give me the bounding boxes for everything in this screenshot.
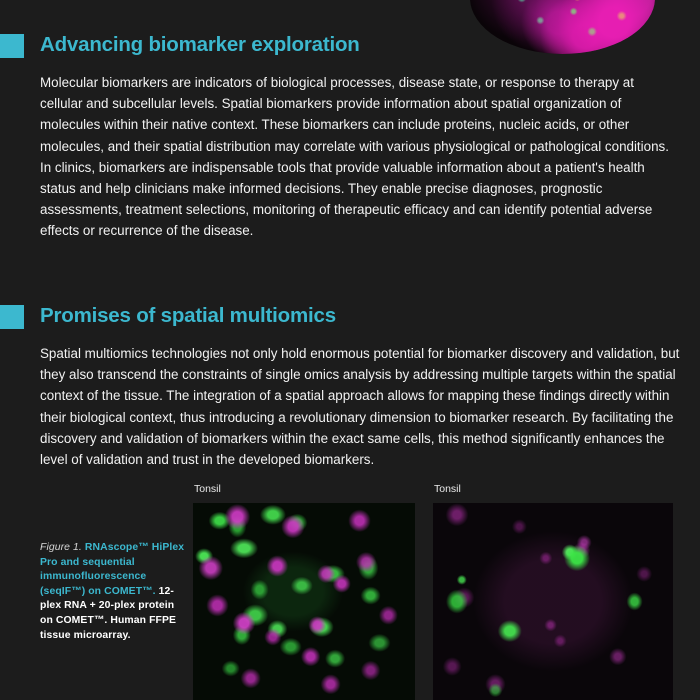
figure-caption-rest: 12-plex RNA + 20-plex protein on COMET™. Human FFPE tissue microarray. xyxy=(40,585,177,641)
paragraph: Molecular biomarkers are indicators of biological processes, disease state, or response to therapy at cellular and subcellular levels. Spatial biomarkers provide information about spatial organization of molecules within their native context. These biomarkers can include proteins, nucleic acids, or other molecules, and their spatial distribution may correlate with various physiological or pathological conditions. xyxy=(40,75,669,154)
section-heading-promises-of-spatial-multiomics xyxy=(0,304,700,334)
accent-square-marker xyxy=(0,305,24,329)
figure-caption-label: Figure 1. xyxy=(40,542,82,553)
magenta-fluorescence-channel xyxy=(193,503,415,700)
section-heading-advancing-biomarker-exploration xyxy=(0,33,700,63)
green-fluorescence-channel xyxy=(433,503,673,700)
section-title-text: Promises of spatial multiomics xyxy=(40,304,336,327)
section-body-promises-of-spatial-multiomics xyxy=(40,343,684,470)
section-body-advancing-biomarker-exploration xyxy=(40,72,680,242)
figure-caption xyxy=(40,541,188,643)
paragraph: In clinics, biomarkers are indispensable tools that provide valuable information about a patient's health status and help clinicians make informed decisions. They enable precise diagnoses, prognostic assessments, treatment selections, monitoring of therapeutic efficacy and can identify potential adverse effects or recurrence of the disease. xyxy=(40,159,653,239)
panel-label-tonsil-right: Tonsil xyxy=(434,483,461,495)
panel-label-tonsil-left: Tonsil xyxy=(194,483,221,495)
paragraph: Spatial multiomics technologies not only hold enormous potential for biomarker discovery and validation, but they also transcend the constraints of single omics analysis by addressing multiple targets within the spatial context of the tissue. The integration of a spatial approach allows for mapping these findings directly within their biological context, thus introducing a revolutionary dimension to biomarker research. By facilitating the discovery and validation of biomarkers within the exact same cells, this method significantly enhances the level of validation and trust in the developed biomarkers. xyxy=(40,346,680,468)
microscopy-image-tonsil-left xyxy=(193,503,415,700)
figure-caption-highlight: RNAscope™ HiPlex Pro and sequential immunofluorescence (seqIF™) on COMET™. xyxy=(40,542,185,597)
accent-square-marker xyxy=(0,34,24,58)
microscopy-image-tonsil-right xyxy=(433,503,673,700)
section-title-text: Advancing biomarker exploration xyxy=(40,33,360,56)
